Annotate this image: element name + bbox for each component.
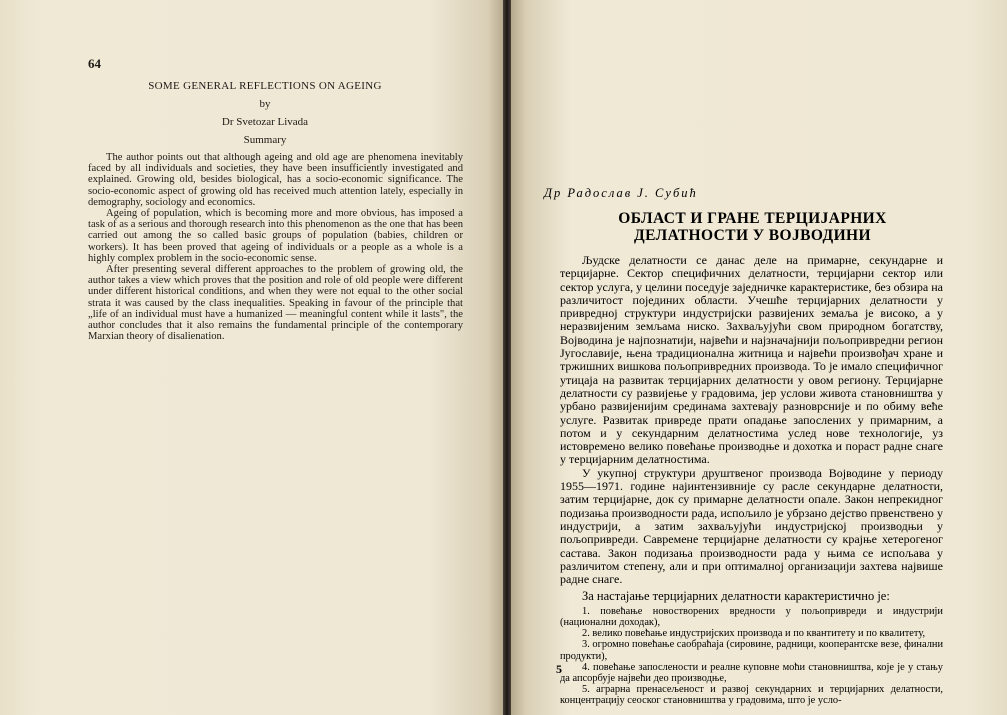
list-lead: За настајање терцијарних делатности карактеристично је: xyxy=(582,589,890,604)
characteristics-list xyxy=(560,606,943,707)
section-heading: Summary xyxy=(243,134,287,146)
list-item: 5. аграрна пренасељеност и развој секундарних и терцијарних делатности, концентрацију сеоског становништва у градовима, што је усло- xyxy=(560,684,943,707)
article-body xyxy=(560,254,943,707)
article-title-sr: ОБЛАСТ И ГРАНЕ ТЕРЦИЈАРНИХ ДЕЛАТНОСТИ У ВОЈВОДИНИ xyxy=(618,210,887,244)
body-paragraph: Људске делатности се данас деле на примарне, секундарне и терцијарне. Сектор специфичних делатности, терцијарни сектор или сектор услуга, у целини поседује заједничке карактеристике, без обзира на различитост појединих области. Учешће терцијарних делатности у привредној структури индустријски развијених земаља је високо, а у неразвијеним земљама ниско. Захваљујући свом природном богатству, Војводина је најпознатији, највећи и најзначајнији пољопривредни регион Југославије, њена традиционална житница и највећи произвођач хране и тржишних вишкова пољопривредних производа. То је имало специфичног утицаја на развитак терцијарних делатности у овом региону. Терцијарне делатности су развијење у градовима, јер услови живота становништва у урбано развијенијим срединама захтевају разноврсније и по обиму веће услуге. Развитак привреде прати опадање запослених у примарним, а потом и у секундарним делатностима услед нове технологије, уз истовремено велико повећање производње и дохотка и пораст радне снаге у терцијарним делатностима. xyxy=(560,253,943,467)
left-page xyxy=(0,0,503,715)
author-sr: Др Радослав Ј. Субић xyxy=(544,186,698,200)
article-title-en: SOME GENERAL REFLECTIONS ON AGEING xyxy=(148,80,382,92)
summary-paragraph: Ageing of population, which is becoming more and more obvious, has imposed a task of as a serious and thorough research into this phenomenon as the one that has been carried out among the so called basic groups of population (babies, children or workers). It has been proved that ageing of individuals or a people as a whole is a highly complex problem in the socio-economic sense. xyxy=(88,208,463,264)
list-item: 1. повећање новостворених вредности у пољопривреди и индустрији (национални доходак), xyxy=(560,605,943,628)
list-item: 2. велико повећање индустријских производа и по квантитету и по квалитету, xyxy=(582,628,926,640)
page-number-left: 64 xyxy=(88,56,101,71)
by-line: by xyxy=(259,98,271,110)
body-paragraph: У укупној структури друштвеног производа Војводине у периоду 1955—1971. године најинтензивније су расле секундарне делатности, затим терцијарне, док су примарне делатности опале. Закон непрекидног подизања производности рада, испољило је убрзано дејство првенствено у индустрији, а затим захваљујући индустријској производњи у пољопривреди. Савремене терцијарне делатности су крајње хетерогеног састава. Закон подизања производности рада у њима се испољава у различитом степену, али и при оптималној организацији захтева највише радне снаге. xyxy=(560,465,943,587)
book-gutter xyxy=(503,0,511,715)
list-item: 4. повећање запослености и реалне куповне моћи становништва, које је у стању да апсорбује највећи део производње, xyxy=(560,661,943,684)
page-number-right: 5 xyxy=(556,662,562,676)
list-item: 3. огромно повећање саобраћаја (сировине, радници, кооперантске везе, финални продукти), xyxy=(560,639,943,662)
summary-paragraph: The author points out that although ageing and old age are phenomena inevitably faced by all individuals and societies, they have been insufficiently investigated and explained. Growing old, besides biological, has a socio-economic significance. The socio-economic aspect of growing old has received much attention lately, especially in demography, sociology and economics. xyxy=(88,152,463,208)
summary-text xyxy=(88,152,463,342)
summary-paragraph: After presenting several different approaches to the problem of growing old, the author takes a view which proves that the position and role of old people were different under different historical conditions, and when they were not equal to the other social strata it was caused by the class inequalities. Speaking in favour of the principle that „life of an individual must have a humanized — meaningful content while it lasts", the author concludes that it also remains the fundamental principle of the contemporary Marxian theory of disalienation. xyxy=(88,264,463,343)
author-en: Dr Svetozar Livada xyxy=(221,116,309,128)
